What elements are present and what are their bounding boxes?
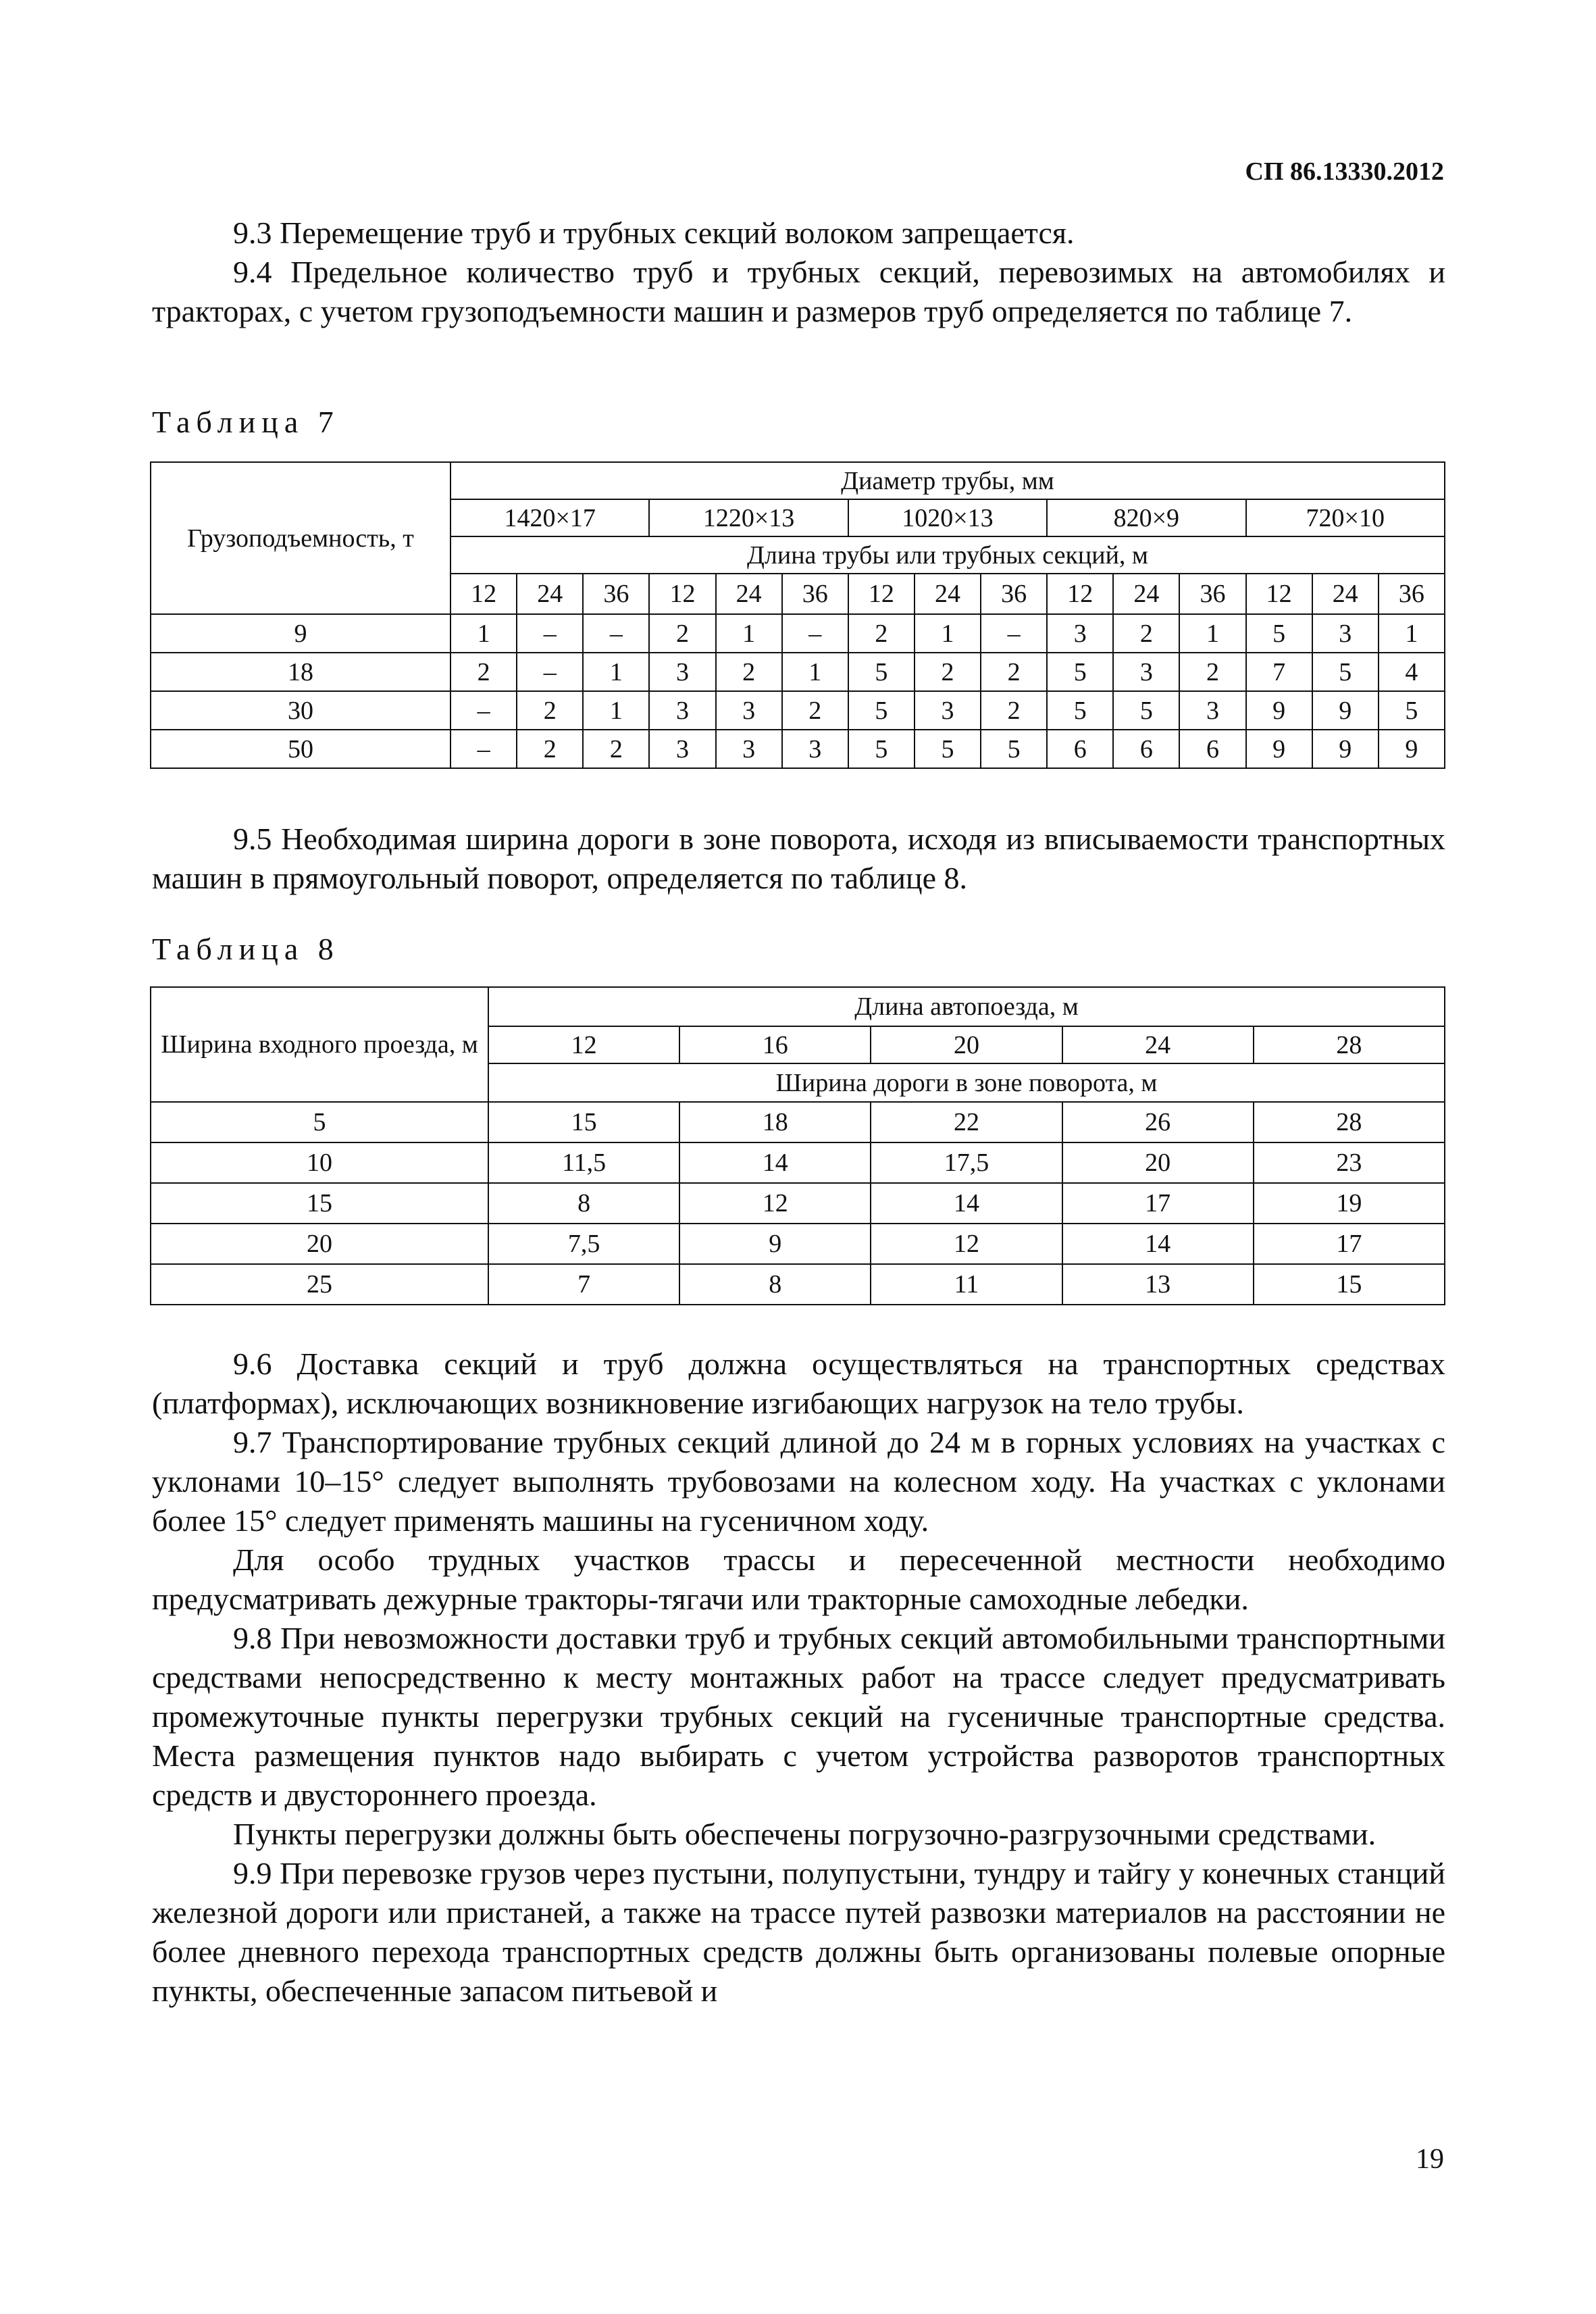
table8-row-header: Ширина входного проезда, м bbox=[151, 987, 488, 1102]
table7-value-cell: 1 bbox=[583, 653, 649, 691]
table7-value-cell: 2 bbox=[981, 653, 1047, 691]
table8-value-cell: 14 bbox=[871, 1183, 1062, 1224]
table8-value-cell: 17 bbox=[1062, 1183, 1254, 1224]
table8-value-cell: 20 bbox=[1062, 1142, 1254, 1183]
table7-value-cell: 9 bbox=[1312, 691, 1379, 730]
table7-value-cell: 5 bbox=[1312, 653, 1379, 691]
table7-value-cell: – bbox=[782, 614, 848, 653]
table8-length-header: Длина автопоезда, м bbox=[488, 987, 1445, 1026]
table7-length-cell: 12 bbox=[848, 574, 915, 614]
table7-value-cell: 2 bbox=[981, 691, 1047, 730]
table7-value-cell: 1 bbox=[451, 614, 517, 653]
table-row bbox=[151, 653, 1445, 691]
table7-length-header: Длина трубы или трубных секций, м bbox=[451, 536, 1445, 574]
table7-value-cell: 2 bbox=[848, 614, 915, 653]
table7-capacity-cell: 50 bbox=[151, 730, 451, 768]
section-text-3 bbox=[152, 1344, 1445, 2011]
table7-value-cell: – bbox=[981, 614, 1047, 653]
document-code: СП 86.13330.2012 bbox=[1245, 157, 1444, 186]
table8-value-cell: 8 bbox=[679, 1264, 871, 1305]
table8-value-cell: 7 bbox=[488, 1264, 679, 1305]
table7-value-cell: 2 bbox=[782, 691, 848, 730]
table-row bbox=[151, 1142, 1445, 1183]
table7-length-cell: 24 bbox=[716, 574, 782, 614]
table7-length-cell: 36 bbox=[782, 574, 848, 614]
table7-value-cell: 6 bbox=[1047, 730, 1113, 768]
table7-value-cell: 2 bbox=[649, 614, 715, 653]
table7-value-cell: 6 bbox=[1179, 730, 1245, 768]
table7-value-cell: 5 bbox=[1113, 691, 1179, 730]
table8-value-cell: 15 bbox=[1254, 1264, 1445, 1305]
table7-length-cell: 12 bbox=[1047, 574, 1113, 614]
table-row bbox=[151, 614, 1445, 653]
table7-value-cell: 3 bbox=[716, 730, 782, 768]
paragraph-9-5: 9.5 Необходимая ширина дороги в зоне поворота, исходя из вписываемости транспортных машин в прямоугольный поворот, определяется по таблице 8. bbox=[152, 822, 1445, 895]
table-8 bbox=[150, 986, 1445, 1305]
table7-value-cell: 5 bbox=[1246, 614, 1312, 653]
table7-value-cell: – bbox=[517, 614, 583, 653]
table7-value-cell: – bbox=[451, 691, 517, 730]
table7-diameter-header: Диаметр трубы, мм bbox=[451, 462, 1445, 499]
table7-length-cell: 12 bbox=[1246, 574, 1312, 614]
table7-diameter: 720×10 bbox=[1246, 499, 1445, 536]
table7-value-cell: 3 bbox=[649, 653, 715, 691]
table7-value-cell: 9 bbox=[1246, 691, 1312, 730]
table-7 bbox=[150, 461, 1445, 769]
paragraph-9-8-continued: Пункты перегрузки должны быть обеспечены погрузочно-разгрузочными средствами. bbox=[233, 1817, 1376, 1851]
table7-value-cell: 1 bbox=[716, 614, 782, 653]
table8-value-cell: 13 bbox=[1062, 1264, 1254, 1305]
table7-length-cell: 36 bbox=[1179, 574, 1245, 614]
table7-value-cell: 2 bbox=[451, 653, 517, 691]
table8-value-cell: 14 bbox=[679, 1142, 871, 1183]
table7-length-cell: 36 bbox=[981, 574, 1047, 614]
table7-value-cell: 1 bbox=[1179, 614, 1245, 653]
table7-value-cell: 3 bbox=[782, 730, 848, 768]
table7-length-cell: 24 bbox=[517, 574, 583, 614]
table7-header-row-1 bbox=[151, 462, 1445, 499]
table7-value-cell: 5 bbox=[981, 730, 1047, 768]
table7-value-cell: 3 bbox=[716, 691, 782, 730]
table7-length-cell: 24 bbox=[1113, 574, 1179, 614]
table7-value-cell: 6 bbox=[1113, 730, 1179, 768]
table-row bbox=[151, 1102, 1445, 1142]
table7-value-cell: – bbox=[451, 730, 517, 768]
table7-value-cell: 7 bbox=[1246, 653, 1312, 691]
table7-value-cell: 5 bbox=[1047, 691, 1113, 730]
table8-length-cell: 12 bbox=[488, 1026, 679, 1063]
table7-value-cell: 5 bbox=[848, 691, 915, 730]
table8-entry-cell: 15 bbox=[151, 1183, 488, 1224]
table8-value-cell: 8 bbox=[488, 1183, 679, 1224]
table8-width-header: Ширина дороги в зоне поворота, м bbox=[488, 1063, 1445, 1102]
table-row bbox=[151, 691, 1445, 730]
table7-value-cell: 9 bbox=[1246, 730, 1312, 768]
table7-diameter: 1220×13 bbox=[649, 499, 848, 536]
table7-length-cell: 12 bbox=[649, 574, 715, 614]
paragraph-9-8: 9.8 При невозможности доставки труб и трубных секций автомобильными транспортными средствами непосредственно к месту монтажных работ на трассе следует предусматривать промежуточные пункты перегрузки трубных секций на гусеничные транспортные средства. Места размещения пунктов надо выбирать с учетом устройства разворотов транспортных средств и двустороннего проезда. bbox=[152, 1621, 1445, 1812]
table7-value-cell: 3 bbox=[915, 691, 981, 730]
table7-value-cell: – bbox=[517, 653, 583, 691]
table7-length-cell: 24 bbox=[1312, 574, 1379, 614]
table8-value-cell: 9 bbox=[679, 1224, 871, 1264]
table8-value-cell: 23 bbox=[1254, 1142, 1445, 1183]
table7-value-cell: 3 bbox=[649, 691, 715, 730]
table7-capacity-cell: 9 bbox=[151, 614, 451, 653]
table8-length-cell: 20 bbox=[871, 1026, 1062, 1063]
table7-value-cell: 4 bbox=[1379, 653, 1445, 691]
table7-value-cell: 5 bbox=[915, 730, 981, 768]
table7-value-cell: 5 bbox=[848, 653, 915, 691]
table8-value-cell: 12 bbox=[871, 1224, 1062, 1264]
table7-length-cell: 24 bbox=[915, 574, 981, 614]
table7-value-cell: 1 bbox=[583, 691, 649, 730]
table7-value-cell: 9 bbox=[1312, 730, 1379, 768]
table7-capacity-cell: 18 bbox=[151, 653, 451, 691]
table7-value-cell: 2 bbox=[716, 653, 782, 691]
table8-entry-cell: 10 bbox=[151, 1142, 488, 1183]
table8-value-cell: 11,5 bbox=[488, 1142, 679, 1183]
table7-caption: Таблица 7 bbox=[152, 405, 340, 439]
table7-length-cell: 12 bbox=[451, 574, 517, 614]
table8-value-cell: 18 bbox=[679, 1102, 871, 1142]
table8-value-cell: 19 bbox=[1254, 1183, 1445, 1224]
table7-diameter: 1020×13 bbox=[848, 499, 1047, 536]
table7-value-cell: 2 bbox=[1113, 614, 1179, 653]
section-text-2 bbox=[152, 820, 1445, 898]
paragraph-9-3: 9.3 Перемещение труб и трубных секций волоком запрещается. bbox=[233, 216, 1075, 250]
table7-value-cell: 3 bbox=[1179, 691, 1245, 730]
table8-value-cell: 17 bbox=[1254, 1224, 1445, 1264]
table8-value-cell: 26 bbox=[1062, 1102, 1254, 1142]
table8-value-cell: 15 bbox=[488, 1102, 679, 1142]
table7-value-cell: 3 bbox=[649, 730, 715, 768]
paragraph-9-9: 9.9 При перевозке грузов через пустыни, полупустыни, тундру и тайгу у конечных станций железной дороги или пристаней, а также на трассе путей развозки материалов на расстоянии не более дневного перехода транспортных средств должны быть организованы полевые опорные пункты, обеспеченные запасом питьевой и bbox=[152, 1856, 1445, 2008]
table-row bbox=[151, 730, 1445, 768]
table7-value-cell: 2 bbox=[915, 653, 981, 691]
table8-value-cell: 22 bbox=[871, 1102, 1062, 1142]
table7-diameter: 1420×17 bbox=[451, 499, 649, 536]
table7-length-cell: 36 bbox=[1379, 574, 1445, 614]
table-row bbox=[151, 1224, 1445, 1264]
section-text-1 bbox=[152, 213, 1445, 331]
table8-value-cell: 28 bbox=[1254, 1102, 1445, 1142]
table8-value-cell: 7,5 bbox=[488, 1224, 679, 1264]
paragraph-9-7-continued: Для особо трудных участков трассы и пересеченной местности необходимо предусматривать дежурные тракторы-тягачи или тракторные самоходные лебедки. bbox=[152, 1542, 1445, 1616]
table8-value-cell: 12 bbox=[679, 1183, 871, 1224]
table7-length-cell: 36 bbox=[583, 574, 649, 614]
table7-value-cell: – bbox=[583, 614, 649, 653]
table8-value-cell: 11 bbox=[871, 1264, 1062, 1305]
table8-entry-cell: 25 bbox=[151, 1264, 488, 1305]
paragraph-9-7: 9.7 Транспортирование трубных секций длиной до 24 м в горных условиях на участках с уклонами 10–15° следует выполнять трубовозами на колесном ходу. На участках с уклонами более 15° следует применять машины на гусеничном ходу. bbox=[152, 1425, 1445, 1538]
table8-caption: Таблица 8 bbox=[152, 932, 340, 966]
table8-header-row-1 bbox=[151, 987, 1445, 1026]
table8-length-cell: 28 bbox=[1254, 1026, 1445, 1063]
table7-value-cell: 3 bbox=[1047, 614, 1113, 653]
table8-value-cell: 14 bbox=[1062, 1224, 1254, 1264]
table7-value-cell: 2 bbox=[1179, 653, 1245, 691]
table8-entry-cell: 5 bbox=[151, 1102, 488, 1142]
table7-value-cell: 9 bbox=[1379, 730, 1445, 768]
table-row bbox=[151, 1183, 1445, 1224]
table7-value-cell: 5 bbox=[1379, 691, 1445, 730]
paragraph-9-4: 9.4 Предельное количество труб и трубных секций, перевозимых на автомобилях и тракторах, с учетом грузоподъемности машин и размеров труб определяется по таблице 7. bbox=[152, 255, 1445, 328]
table7-value-cell: 2 bbox=[517, 730, 583, 768]
table7-diameter: 820×9 bbox=[1047, 499, 1245, 536]
table7-value-cell: 3 bbox=[1113, 653, 1179, 691]
table8-length-cell: 16 bbox=[679, 1026, 871, 1063]
table7-value-cell: 3 bbox=[1312, 614, 1379, 653]
table7-value-cell: 5 bbox=[1047, 653, 1113, 691]
table7-row-header: Грузоподъемность, т bbox=[151, 462, 451, 614]
table7-value-cell: 5 bbox=[848, 730, 915, 768]
page-number: 19 bbox=[1416, 2144, 1444, 2175]
table7-value-cell: 1 bbox=[1379, 614, 1445, 653]
table7-value-cell: 1 bbox=[782, 653, 848, 691]
table7-value-cell: 2 bbox=[583, 730, 649, 768]
table8-value-cell: 17,5 bbox=[871, 1142, 1062, 1183]
table7-value-cell: 1 bbox=[915, 614, 981, 653]
table-row bbox=[151, 1264, 1445, 1305]
table8-length-cell: 24 bbox=[1062, 1026, 1254, 1063]
table7-capacity-cell: 30 bbox=[151, 691, 451, 730]
paragraph-9-6: 9.6 Доставка секций и труб должна осуществляться на транспортных средствах (платформах), исключающих возникновение изгибающих нагрузок на тело трубы. bbox=[152, 1347, 1445, 1420]
table8-entry-cell: 20 bbox=[151, 1224, 488, 1264]
table7-value-cell: 2 bbox=[517, 691, 583, 730]
